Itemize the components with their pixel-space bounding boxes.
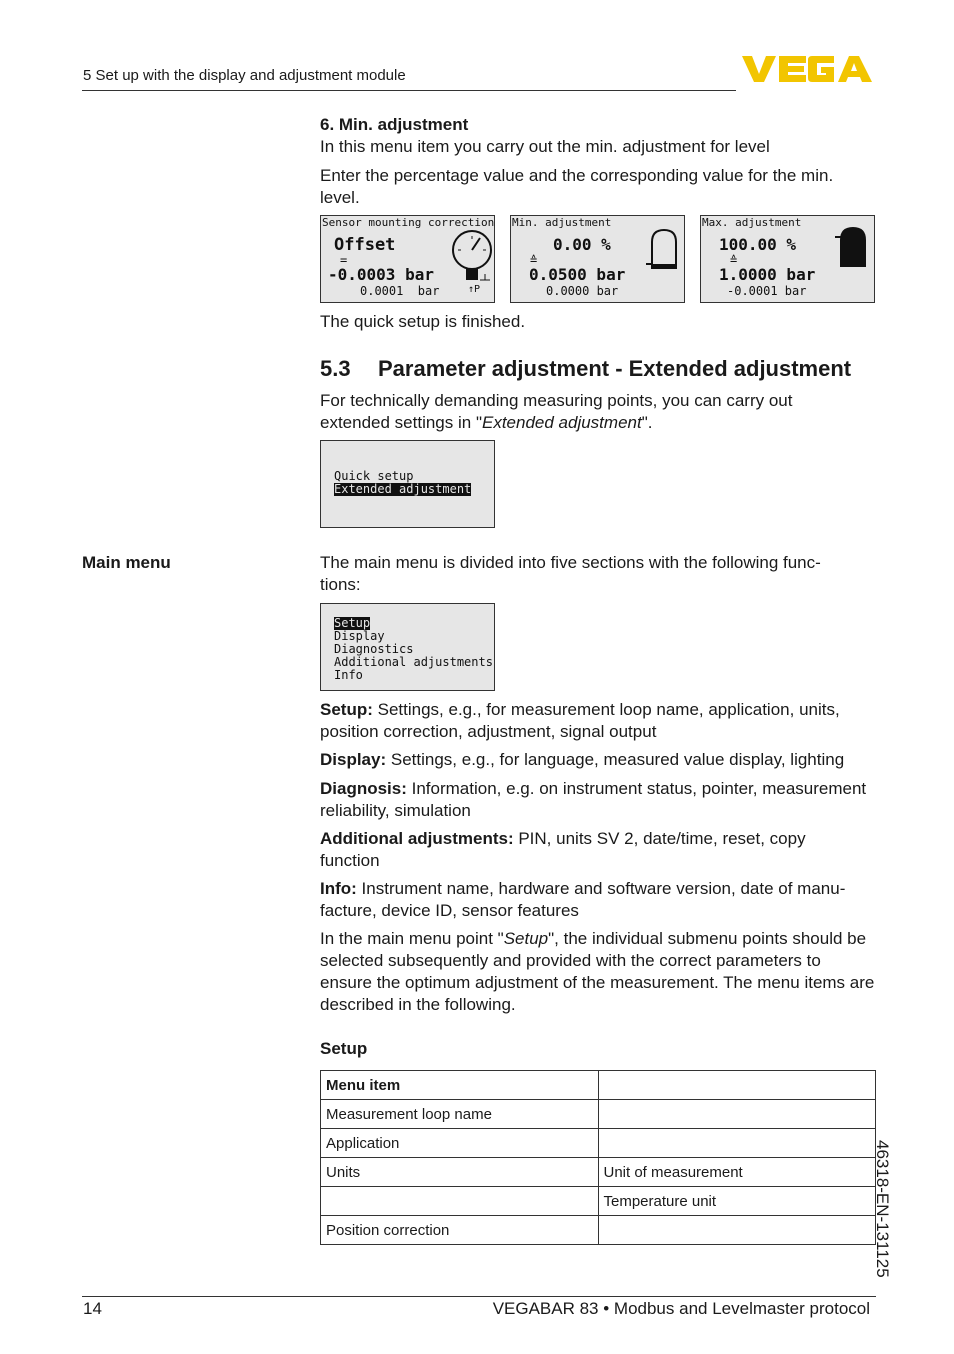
table-row: [321, 1129, 876, 1158]
full-tank-icon: [833, 226, 873, 272]
main-menu-item: Display: [334, 629, 385, 643]
definition-diagnosis: [320, 778, 876, 822]
def-term: Setup:: [320, 700, 373, 719]
def-text: Settings, e.g., for language, measured value display, lighting: [386, 750, 845, 769]
def-text: Settings, e.g., for measurement loop name, application, units, position correction, adjustment, signal output: [320, 700, 840, 741]
section-title-text: Parameter adjustment - Extended adjustment: [378, 356, 852, 381]
empty-tank-icon: [646, 228, 684, 274]
page-number: 14: [83, 1299, 102, 1318]
intro-text-end: ".: [641, 413, 653, 432]
table-cell: [598, 1100, 876, 1129]
vega-logo-icon: [742, 52, 874, 86]
table-cell: Application: [321, 1129, 599, 1158]
closing-italic: Setup: [503, 929, 549, 948]
table-cell: Position correction: [321, 1216, 599, 1245]
table-cell: Temperature unit: [598, 1187, 876, 1216]
setup-heading: Setup: [320, 1039, 368, 1058]
display-screen-offset: [320, 215, 495, 303]
def-term: Additional adjustments:: [320, 829, 514, 848]
screen-line-2: =: [340, 253, 348, 267]
screen-line-2: ≙: [730, 253, 738, 267]
closing-text: In the main menu point ": [320, 929, 504, 948]
definition-info: [320, 878, 876, 922]
screen-line-1: 100.00 %: [719, 235, 797, 254]
menu-item-quick-setup: Quick setup: [334, 469, 414, 483]
menu-item-extended-adjustment: Extended adjustment: [334, 482, 472, 496]
table-row: [321, 1158, 876, 1187]
screen-line-1: 0.00 %: [553, 235, 611, 254]
screen-title: Max. adjustment: [702, 216, 802, 229]
table-cell: Measurement loop name: [321, 1100, 599, 1129]
def-term: Display:: [320, 750, 387, 769]
screen-line-3: -0.0003 bar: [328, 265, 434, 284]
main-menu-item: Diagnostics: [334, 642, 414, 656]
header-rule: [82, 90, 736, 91]
display-screen-main-menu: [320, 603, 495, 691]
section-title: [320, 356, 851, 382]
screen-title: Min. adjustment: [512, 216, 612, 229]
definition-display: [320, 749, 876, 771]
section-number: 5.3: [320, 356, 351, 381]
main-menu-item: Setup: [334, 616, 371, 630]
screen-title: Sensor mounting correction: [322, 216, 495, 229]
def-term: Diagnosis:: [320, 779, 407, 798]
display-screen-min-adjustment: [510, 215, 685, 303]
screen-line-4: 0.0000 bar: [546, 284, 619, 298]
table-cell: [598, 1216, 876, 1245]
table-cell: [321, 1187, 599, 1216]
manometer-icon: [449, 228, 493, 294]
document-id: 46318-EN-131125: [873, 1140, 892, 1278]
footer-product: VEGABAR 83 • Modbus and Levelmaster protocol: [492, 1299, 870, 1318]
footer-rule: [82, 1296, 876, 1297]
table-cell: Units: [321, 1158, 599, 1187]
table-cell: Menu item: [321, 1071, 599, 1100]
screen-line-4: 0.0001 bar: [360, 284, 440, 298]
min-adjustment-text-1: In this menu item you carry out the min. adjustment for level: [320, 137, 770, 156]
section-intro: [320, 390, 850, 434]
table-cell: [598, 1071, 876, 1100]
screen-line-1: Offset: [334, 235, 396, 255]
intro-italic: Extended adjustment: [481, 413, 642, 432]
table-row: [321, 1100, 876, 1129]
definition-setup: [320, 699, 876, 743]
running-header: 5 Set up with the display and adjustment module: [83, 67, 406, 84]
table-row: [321, 1216, 876, 1245]
main-menu-item: Info: [334, 668, 363, 682]
table-cell: [598, 1129, 876, 1158]
screen-line-4: -0.0001 bar: [727, 284, 807, 298]
definition-additional: [320, 828, 860, 872]
min-adjustment-heading: 6. Min. adjustment: [320, 115, 469, 134]
main-menu-item: Additional adjustments: [334, 655, 493, 669]
main-menu-intro-1: The main menu is divided into five sections with the following func-: [320, 553, 821, 572]
main-menu-closing: [320, 928, 876, 1016]
main-menu-intro-2: tions:: [320, 575, 361, 594]
setup-table: [320, 1070, 876, 1245]
display-screen-max-adjustment: [700, 215, 875, 303]
quick-setup-finished: The quick setup is finished.: [320, 312, 526, 331]
table-row: [321, 1187, 876, 1216]
def-text: Information, e.g. on instrument status, pointer, measurement reliability, simulation: [320, 779, 867, 820]
svg-text:↑P: ↑P: [468, 284, 481, 294]
closing-text-end: ", the individual submenu points should be selected subsequently and provided with the correct parameters to ensure the optimum adjustment of the measurement. The menu items are described in the following.: [320, 929, 875, 1014]
main-menu-label: Main menu: [82, 553, 171, 572]
table-row: [321, 1071, 876, 1100]
def-term: Info:: [320, 879, 357, 898]
display-screen-menu-choice: [320, 440, 495, 528]
screen-line-3: 1.0000 bar: [719, 265, 816, 284]
intro-text: For technically demanding measuring points, you can carry out extended settings in ": [320, 391, 793, 432]
def-text: PIN, units SV 2, date/time, reset, copy function: [320, 829, 806, 870]
screen-line-2: ≙: [530, 253, 538, 267]
table-cell: Unit of measurement: [598, 1158, 876, 1187]
def-text: Instrument name, hardware and software version, date of manufacture, device ID, sensor features: [320, 879, 846, 920]
screen-line-3: 0.0500 bar: [529, 265, 626, 284]
vega-logo: [742, 52, 874, 91]
min-adjustment-text-2: Enter the percentage value and the corresponding value for the min. level.: [320, 166, 834, 207]
